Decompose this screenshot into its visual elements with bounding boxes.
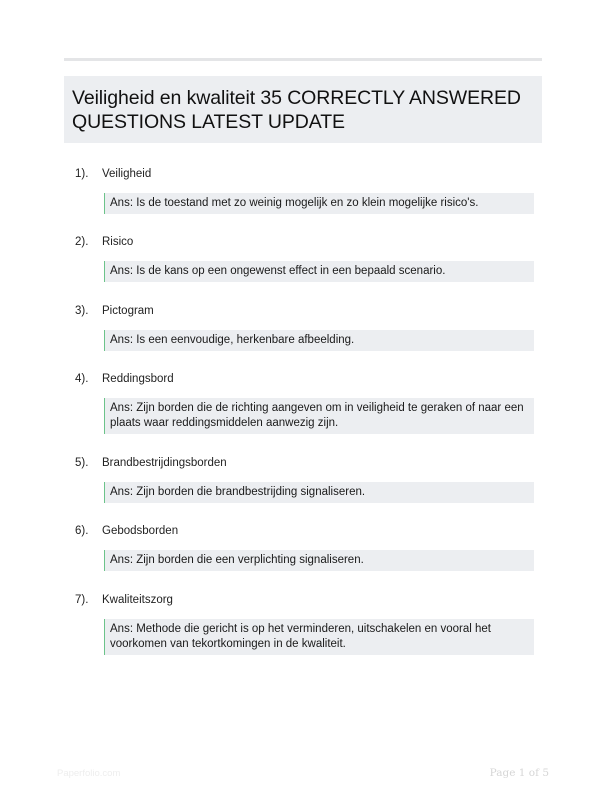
answer-box: Ans: Is de kans op een ongewenst effect in een bepaald scenario. (104, 261, 534, 282)
question-text: Brandbestrijdingsborden (102, 457, 227, 469)
document-title: Veiligheid en kwaliteit 35 CORRECTLY ANSWERED QUESTIONS LATEST UPDATE (72, 87, 521, 133)
question-number: 5). (75, 457, 89, 469)
question-text: Pictogram (102, 305, 154, 317)
question-number: 2). (75, 236, 89, 248)
answer-box: Ans: Zijn borden die brandbestrijding signaliseren. (104, 482, 534, 503)
answer-box: Ans: Zijn borden die een verplichting signaliseren. (104, 550, 534, 571)
answer-box: Ans: Is een eenvoudige, herkenbare afbeelding. (104, 330, 534, 351)
footer-site-name: Paperfolio.com (57, 768, 121, 779)
top-divider (64, 58, 542, 61)
answer-box: Ans: Zijn borden die de richting aangeven om in veiligheid te geraken of naar een plaats waar reddingsmiddelen aanwezig zijn. (104, 398, 534, 434)
question-text: Risico (102, 236, 134, 248)
question-number: 1). (75, 168, 89, 180)
question-text: Veiligheid (102, 168, 152, 180)
question-text: Gebodsborden (102, 525, 179, 537)
page-indicator: Page 1 of 5 (489, 767, 549, 779)
answer-box: Ans: Methode die gericht is op het verminderen, uitschakelen en vooral het voorkomen van tekortkomingen in de kwaliteit. (104, 619, 534, 655)
question-text: Reddingsbord (102, 373, 174, 385)
question-number: 6). (75, 525, 89, 537)
question-text: Kwaliteitszorg (102, 594, 173, 606)
question-number: 3). (75, 305, 89, 317)
answer-box: Ans: Is de toestand met zo weinig mogelijk en zo klein mogelijke risico's. (104, 193, 534, 214)
question-number: 7). (75, 594, 89, 606)
title-banner (64, 76, 542, 143)
question-number: 4). (75, 373, 89, 385)
